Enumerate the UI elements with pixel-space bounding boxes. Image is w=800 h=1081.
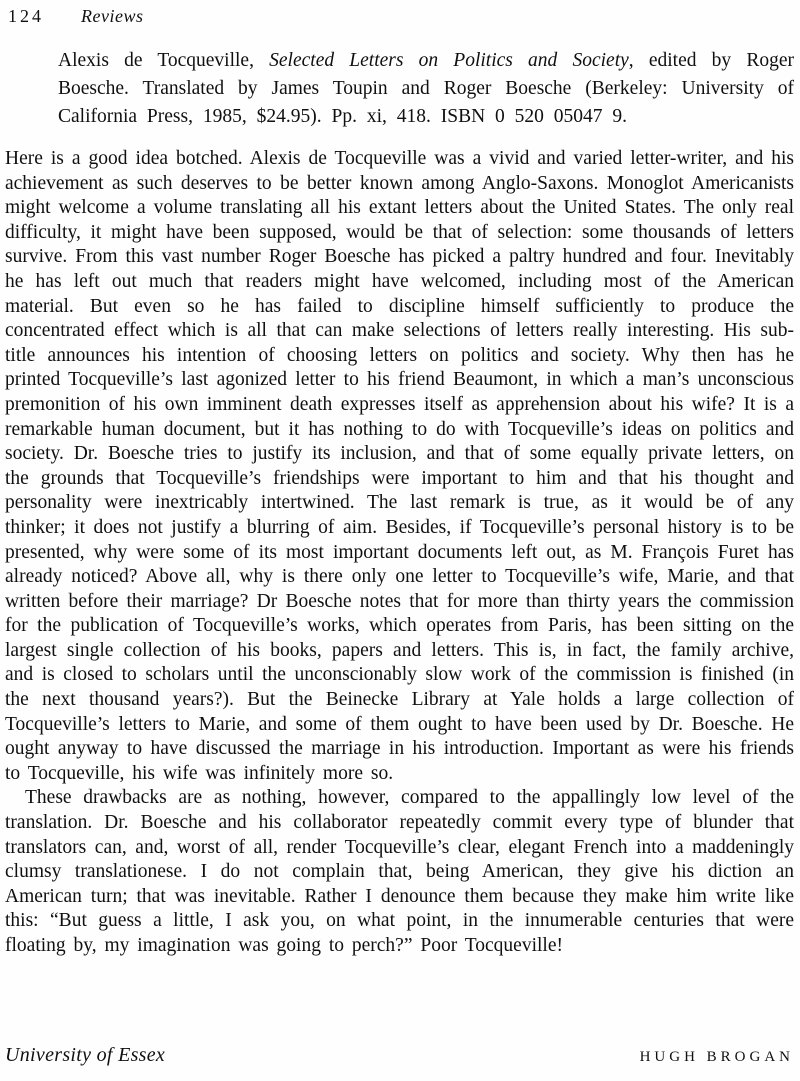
review-paragraph-1: Here is a good idea botched. Alexis de Tocqueville was a vivid and varied letter-writer, and his achievement as such deserves to be better known among Anglo-Saxons. Monoglot Americanists might welcome a volume translating all his extant letters about the United States. The only real difficulty, it might have been supposed, would be that of selection: some thousands of letters survive. From this vast number Roger Boesche has picked a paltry hundred and four. Inevitably he has left out much that readers might have welcomed, including most of the American material. But even so he has failed to discipline himself sufficiently to produce the concentrated effect which is all that can make selections of letters really interesting. His sub-title announces his intention of choosing letters on politics and society. Why then has he printed Tocqueville’s last agonized letter to his friend Beaumont, in which a man’s unconscious premonition of his own imminent death expresses itself as apprehension about his wife? It is a remarkable human document, but it has nothing to do with Tocqueville’s ideas on politics and society. Dr. Boesche tries to justify its inclusion, and that of some equally private letters, on the grounds that Tocqueville’s friendships were important to him and that his thought and personality were inextricably intertwined. The last remark is true, as it would be of any thinker; it does not justify a blurring of aim. Besides, if Tocqueville’s personal history is to be presented, why were some of its most important documents left out, as M. François Furet has already noticed? Above all, why is there only one letter to Tocqueville’s wife, Marie, and that written before their marriage? Dr Boesche notes that for more than thirty years the commission for the publication of Tocqueville’s works, which operates from Paris, has been sitting on the largest single collection of his books, papers and letters. This is, in fact, the family archive, and is closed to scholars until the unconscionably slow work of the commission is finished (in the next thousand years?). But the Beinecke Library at Yale holds a large collection of Tocqueville’s letters to Marie, and some of them ought to have been used by Dr. Boesche. He ought anyway to have discussed the marriage in his introduction. Important as were his friends to Tocqueville, his wife was infinitely more so. xyxy=(5,148,794,784)
running-head-title: Reviews xyxy=(81,6,144,26)
review-text xyxy=(5,147,794,959)
page-number: 124 xyxy=(8,6,44,26)
reviewer-name: HUGH BROGAN xyxy=(639,1049,794,1065)
reviewer-affiliation: University of Essex xyxy=(5,1044,166,1066)
citation-author: Alexis de Tocqueville, xyxy=(58,50,270,71)
book-citation xyxy=(58,47,794,131)
citation-book-title: Selected Letters on Politics and Society xyxy=(269,50,629,71)
review-signature xyxy=(5,1044,794,1069)
review-paragraph-2: These drawbacks are as nothing, however, compared to the appallingly low level of the translation. Dr. Boesche and his collaborator repeatedly commit every type of blunder that translators can, and, worst of all, render Tocqueville’s clear, elegant French into a maddeningly clumsy translationese. I do not complain that, being American, they give his diction an American turn; that was inevitable. Rather I denounce them because they make him write like this: “But guess a little, I ask you, on what point, in the innumerable centuries that were floating by, my imagination was going to perch?” Poor Tocqueville! xyxy=(5,787,794,956)
citation-publication-details: , edited by Roger Boesche. Translated by James Toupin and Roger Boesche (Berkeley: University of California Press, 1985, $24.95). Pp. xi, 418. ISBN 0 520 05047 9. xyxy=(58,50,794,127)
page-header xyxy=(5,6,794,26)
